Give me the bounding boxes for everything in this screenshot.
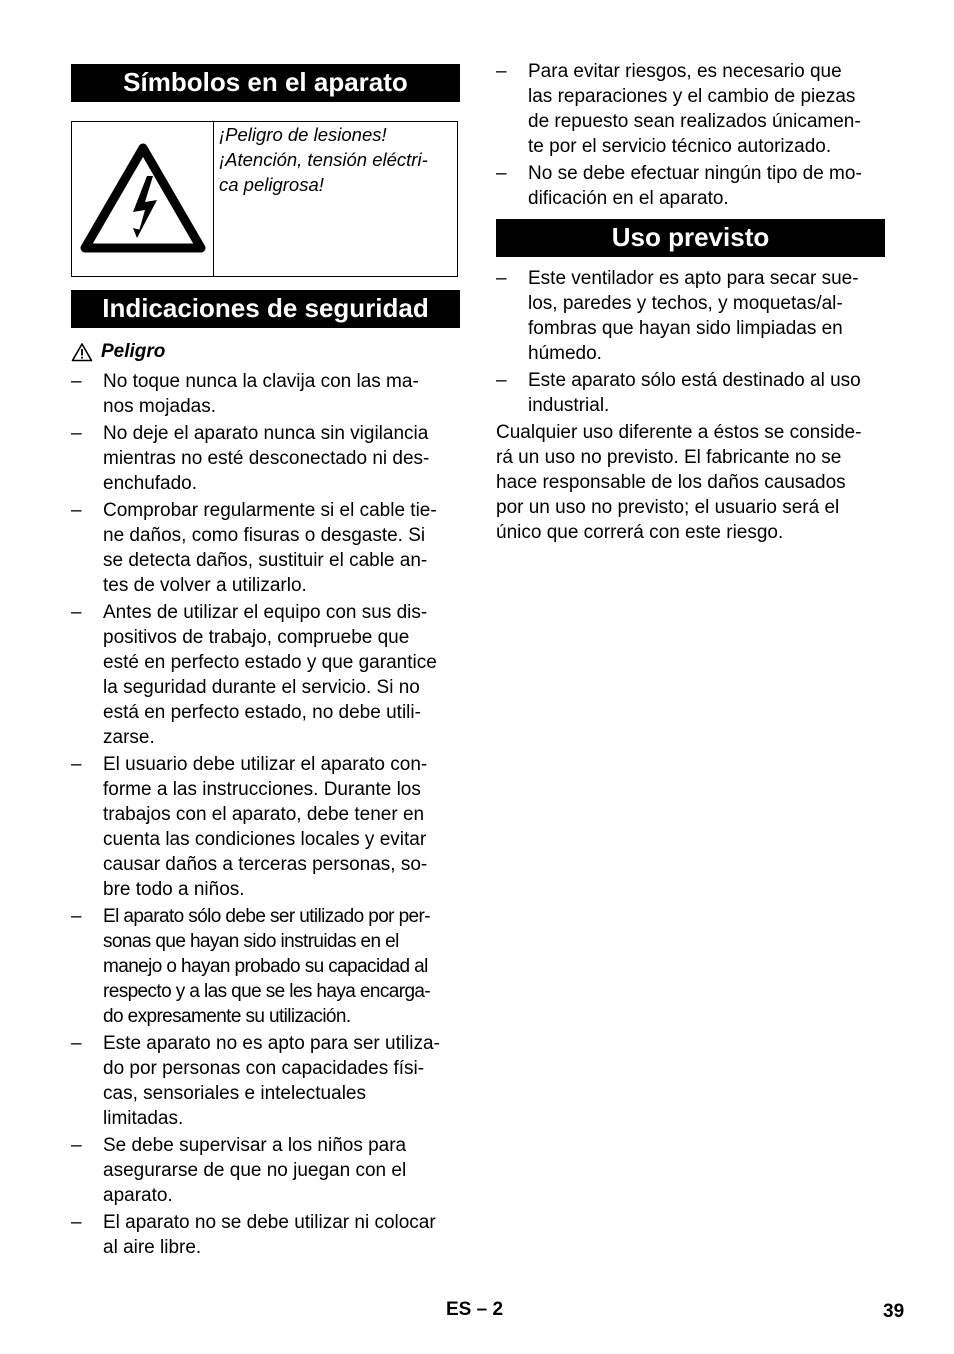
- list-line: cas, sensoriales e intelectuales: [103, 1083, 366, 1104]
- list-line: Antes de utilizar el equipo con sus dis-: [103, 602, 428, 623]
- use-list: [496, 266, 885, 420]
- use-section-title: Uso previsto: [496, 219, 885, 257]
- paragraph-line: por un uso no previsto; el usuario será el: [496, 497, 840, 518]
- list-line: sonas que hayan sido instruidas en el: [103, 931, 399, 952]
- list-line: causar daños a terceras personas, so-: [103, 854, 428, 875]
- list-line: El usuario debe utilizar el aparato con-: [103, 754, 428, 775]
- list-line: mientras no esté desconectado ni des-: [103, 448, 430, 469]
- list-line: de repuesto sean realizados únicamen-: [528, 111, 861, 132]
- list-item: [496, 266, 885, 366]
- list-line: aparato.: [103, 1185, 173, 1206]
- list-line: No toque nunca la clavija con las ma-: [103, 371, 419, 392]
- symbol-line: ca peligrosa!: [219, 174, 324, 195]
- repair-list: [496, 59, 885, 213]
- list-item: [496, 368, 885, 418]
- list-line: la seguridad durante el servicio. Si no: [103, 677, 420, 698]
- symbol-description: [214, 122, 433, 276]
- list-line: húmedo.: [528, 343, 602, 364]
- dash-marker: –: [496, 370, 507, 391]
- paragraph-line: Cualquier uso diferente a éstos se conside-: [496, 422, 862, 443]
- list-item: [496, 59, 885, 159]
- safety-section-title: Indicaciones de seguridad: [71, 290, 460, 328]
- symbol-line: ¡Atención, tensión eléctri-: [219, 149, 428, 170]
- list-line: esté en perfecto estado y que garantice: [103, 652, 437, 673]
- use-paragraph: [496, 420, 885, 545]
- paragraph-line: único que correrá con este riesgo.: [496, 522, 784, 543]
- list-line: Este aparato sólo está destinado al uso: [528, 370, 861, 391]
- list-line: Este aparato no es apto para ser utiliza-: [103, 1033, 440, 1054]
- dash-marker: –: [71, 1212, 82, 1233]
- list-line: te por el servicio técnico autorizado.: [528, 136, 832, 157]
- list-line: dificación en el aparato.: [528, 188, 729, 209]
- list-item: [71, 752, 460, 902]
- list-item: [71, 1031, 460, 1131]
- paragraph-line: rá un uso no previsto. El fabricante no se: [496, 447, 842, 468]
- dash-marker: –: [71, 1135, 82, 1156]
- list-line: do expresamente su utilización.: [103, 1006, 351, 1027]
- list-line: asegurarse de que no juegan con el: [103, 1160, 407, 1181]
- list-item: [71, 498, 460, 598]
- dash-marker: –: [71, 1033, 82, 1054]
- symbols-section-title: Símbolos en el aparato: [71, 64, 460, 102]
- list-line: tes de volver a utilizarlo.: [103, 575, 307, 596]
- symbol-icon-cell: [72, 122, 214, 276]
- list-line: forme a las instrucciones. Durante los: [103, 779, 421, 800]
- list-line: positivos de trabajo, compruebe que: [103, 627, 410, 648]
- list-line: El aparato sólo debe ser utilizado por per-: [103, 906, 430, 927]
- list-line: bre todo a niños.: [103, 879, 245, 900]
- paragraph-line: hace responsable de los daños causados: [496, 472, 846, 493]
- dash-marker: –: [71, 906, 82, 927]
- danger-label-row: [71, 339, 165, 364]
- list-line: al aire libre.: [103, 1237, 202, 1258]
- danger-label: Peligro: [101, 341, 166, 362]
- dash-marker: –: [71, 602, 82, 623]
- list-item: [71, 369, 460, 419]
- list-item: [71, 1210, 460, 1260]
- list-item: [71, 1133, 460, 1208]
- dash-marker: –: [496, 61, 507, 82]
- list-line: fombras que hayan sido limpiadas en: [528, 318, 843, 339]
- dash-marker: –: [496, 268, 507, 289]
- list-line: nos mojadas.: [103, 396, 217, 417]
- list-line: manejo o hayan probado su capacidad al: [103, 956, 428, 977]
- list-line: está en perfecto estado, no debe utili-: [103, 702, 421, 723]
- list-line: Para evitar riesgos, es necesario que: [528, 61, 842, 82]
- footer-language-page: ES – 2: [446, 1299, 504, 1320]
- dash-marker: –: [71, 371, 82, 392]
- symbol-table: [71, 121, 458, 277]
- list-line: ne daños, como fisuras o desgaste. Si: [103, 525, 426, 546]
- list-line: do por personas con capacidades físi-: [103, 1058, 425, 1079]
- list-item: [71, 904, 460, 1029]
- list-line: se detecta daños, sustituir el cable an-: [103, 550, 428, 571]
- list-item: [71, 600, 460, 750]
- list-line: Se debe supervisar a los niños para: [103, 1135, 407, 1156]
- dash-marker: –: [496, 163, 507, 184]
- dash-marker: –: [71, 423, 82, 444]
- footer-page-number: 39: [883, 1301, 905, 1322]
- list-line: Este ventilador es apto para secar sue-: [528, 268, 859, 289]
- list-line: zarse.: [103, 727, 155, 748]
- list-line: trabajos con el aparato, debe tener en: [103, 804, 425, 825]
- list-line: cuenta las condiciones locales y evitar: [103, 829, 427, 850]
- warning-triangle-icon: [71, 342, 93, 362]
- electric-hazard-warning-icon: [79, 142, 207, 256]
- list-line: limitadas.: [103, 1108, 184, 1129]
- list-line: los, paredes y techos, y moquetas/al-: [528, 293, 843, 314]
- list-item: [496, 161, 885, 211]
- list-line: las reparaciones y el cambio de piezas: [528, 86, 856, 107]
- list-line: No se debe efectuar ningún tipo de mo-: [528, 163, 862, 184]
- list-line: No deje el aparato nunca sin vigilancia: [103, 423, 429, 444]
- list-line: Comprobar regularmente si el cable tie-: [103, 500, 437, 521]
- list-line: respecto y a las que se les haya encarga-: [103, 981, 431, 1002]
- dash-marker: –: [71, 500, 82, 521]
- safety-list: [71, 369, 460, 1262]
- symbol-line: ¡Peligro de lesiones!: [219, 124, 387, 145]
- list-line: industrial.: [528, 395, 610, 416]
- list-line: El aparato no se debe utilizar ni colocar: [103, 1212, 436, 1233]
- list-line: enchufado.: [103, 473, 198, 494]
- dash-marker: –: [71, 754, 82, 775]
- list-item: [71, 421, 460, 496]
